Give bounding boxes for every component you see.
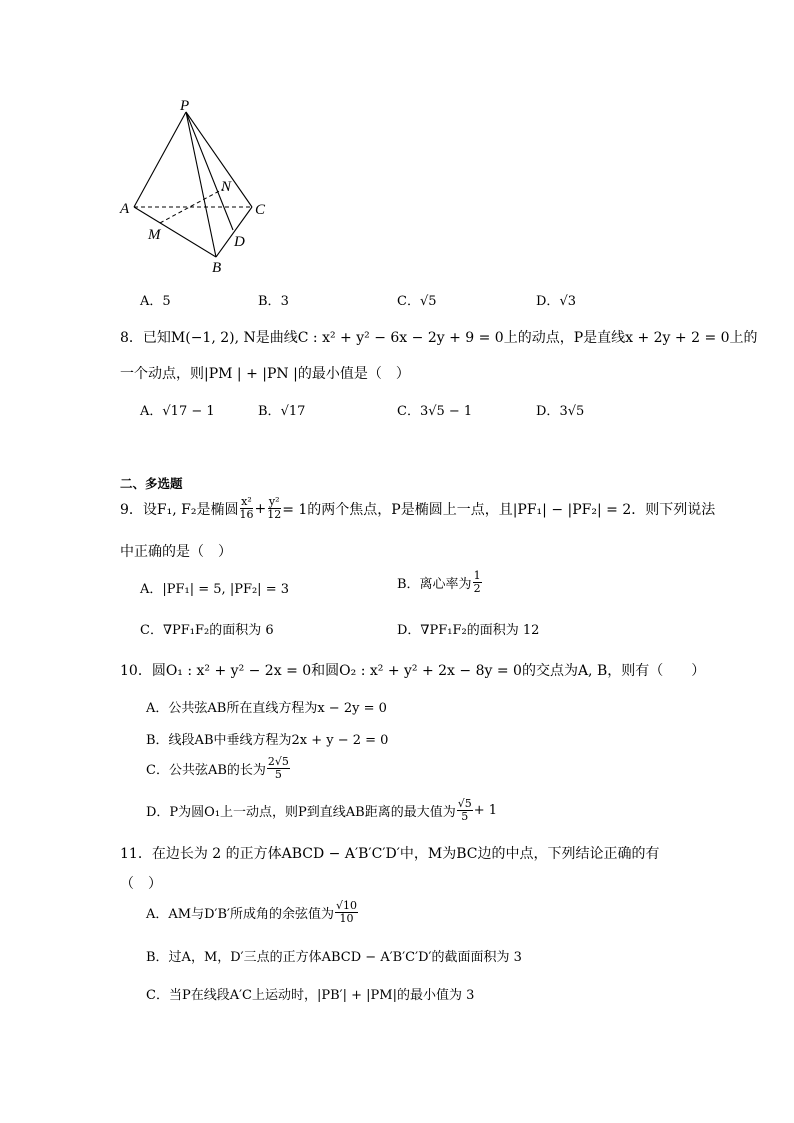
q8-option-d: D．3√5	[536, 404, 585, 419]
q11-stem-line2: （ ）	[120, 876, 162, 892]
q10-option-d: D．P为圆O₁上一动点，则P到直线AB距离的最大值为 $\frac{√5}{5}$ + 1	[146, 797, 498, 823]
q9-stem-line2: 中正确的是（ ）	[120, 544, 232, 560]
q7-option-c: C．√5	[397, 294, 437, 309]
q8-option-b: B．√17	[258, 404, 306, 419]
label-B: B	[212, 260, 222, 275]
q10-option-a: A．公共弦AB所在直线方程为x − 2y = 0	[146, 701, 387, 716]
q8-stem-line1: 8．已知M(−1, 2), N是曲线C : x² + y² − 6x − 2y + 9 = 0上的动点，P是直线x + 2y + 2 = 0上的	[120, 330, 758, 346]
q11-option-a: A．AM与D′B′所成角的余弦值为 $\frac{√10}{10}$	[146, 899, 357, 925]
section-title: 二、多选题	[120, 476, 183, 491]
label-D: D	[234, 234, 245, 250]
edge-PD	[186, 112, 233, 230]
q7-option-d: D．√3	[536, 294, 576, 309]
label-M: M	[148, 227, 161, 243]
q9-option-c: C．∇PF₁F₂的面积为 6	[140, 623, 274, 638]
q8-stem-line2: 一个动点，则|PM | + |PN |的最小值是（ ）	[120, 366, 410, 382]
q8-option-c: C．3√5 − 1	[397, 404, 473, 419]
label-P: P	[180, 100, 190, 114]
q9-option-d: D．∇PF₁F₂的面积为 12	[397, 623, 540, 638]
q11-stem-line1: 11．在边长为 2 的正方体ABCD − A′B′C′D′中，M为BC边的中点，下列结论正确的有	[120, 846, 660, 862]
q11-option-b: B．过A，M，D′三点的正方体ABCD − A′B′C′D′的截面面积为 3	[146, 950, 522, 965]
q11-option-c: C．当P在线段A′C上运动时，|PB′| + |PM|的最小值为 3	[146, 988, 475, 1003]
q9-fraction-2: $\frac{\text{y²}}{12}$	[267, 495, 282, 521]
q7-option-a: A．5	[140, 294, 171, 309]
q11-option-a-fraction: $\frac{√10}{10}$	[335, 899, 357, 925]
q9-option-b-fraction: $\frac{1}{2}$	[473, 569, 481, 595]
label-N: N	[221, 179, 232, 195]
tetrahedron-figure	[110, 100, 280, 275]
q10-option-c-fraction: $\frac{2√5}{5}$	[267, 755, 289, 781]
q10-stem: 10．圆O₁ : x² + y² − 2x = 0和圆O₂ : x² + y² + 2x − 8y = 0的交点为A, B，则有（ ）	[120, 663, 706, 679]
q9-option-a: A．|PF₁| = 5, |PF₂| = 3	[140, 582, 289, 597]
q8-option-a: A．√17 − 1	[140, 404, 215, 419]
q9-option-b: B．离心率为 $\frac{1}{2}$	[397, 569, 481, 595]
edge-PA	[134, 112, 186, 207]
q10-option-d-fraction: $\frac{√5}{5}$	[457, 797, 472, 823]
q9-stem-line1: 9．设F₁, F₂是椭圆 $\frac{\text{x²}}{16}$ + $\frac{\text{y²}}{12}$ = 1的两个焦点，P是椭圆上一点，且|PF₁| − |PF₂| = 2．则下列说法	[120, 495, 716, 521]
q7-option-b: B．3	[258, 294, 289, 309]
q10-option-b: B．线段AB中垂线方程为2x + y − 2 = 0	[146, 733, 389, 748]
label-C: C	[255, 202, 266, 218]
label-A: A	[120, 201, 130, 217]
edge-MN-dashed	[160, 189, 223, 223]
q9-fraction-1: $\frac{\text{x²}}{16}$	[239, 495, 254, 521]
q10-option-c: C．公共弦AB的长为 $\frac{2√5}{5}$	[146, 755, 289, 781]
